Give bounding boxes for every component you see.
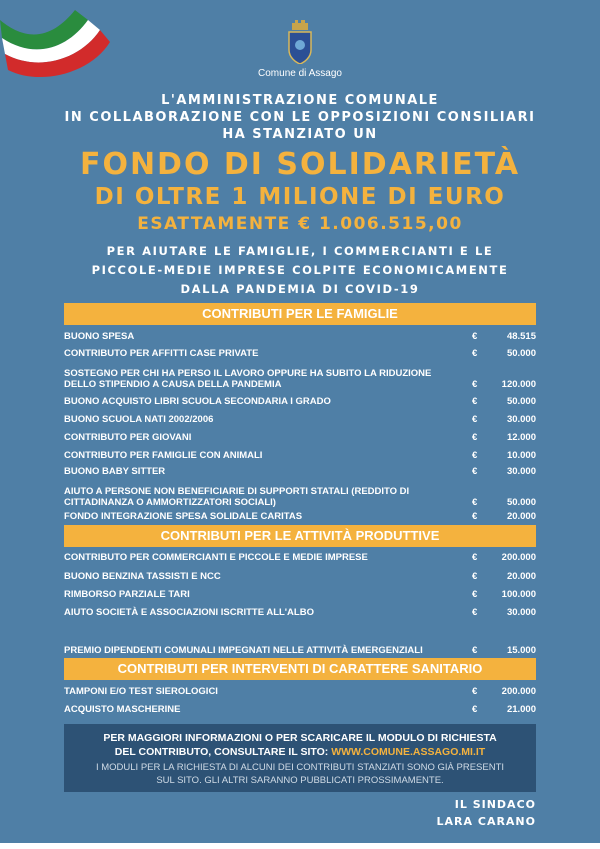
- intro-line: HA STANZIATO UN: [222, 127, 378, 142]
- list-item: [64, 565, 536, 584]
- item-label: BUONO BENZINA TASSISTI E NCC: [64, 571, 221, 582]
- euro-symbol: €: [472, 686, 478, 697]
- item-label: BUONO ACQUISTO LIBRI SCUOLA SECONDARIA I GRADO: [64, 396, 331, 407]
- item-label: FONDO INTEGRAZIONE SPESA SOLIDALE CARITAS: [64, 511, 303, 522]
- headline-amount: DI OLTRE 1 MILIONE DI EURO: [94, 184, 506, 210]
- item-label: CONTRIBUTO PER COMMERCIANTI E PICCOLE E MEDIE IMPRESE: [64, 552, 368, 563]
- list-item: [64, 584, 536, 602]
- item-label: ACQUISTO MASCHERINE: [64, 704, 181, 715]
- euro-symbol: €: [472, 450, 478, 461]
- website-link[interactable]: WWW.COMUNE.ASSAGO.MI.IT: [331, 746, 486, 758]
- item-amount: 21.000: [506, 704, 536, 715]
- item-label: BUONO SCUOLA NATI 2002/2006: [64, 414, 214, 425]
- euro-symbol: €: [472, 348, 478, 359]
- item-amount: 30.000: [506, 414, 536, 425]
- list-item: [64, 479, 536, 510]
- info-line-prefix: DEL CONTRIBUTO, CONSULTARE IL SITO:: [114, 746, 332, 758]
- municipal-crest-icon: [286, 20, 314, 64]
- businesses-list: [64, 552, 536, 658]
- euro-symbol: €: [472, 466, 478, 477]
- bottom-divider: [0, 843, 600, 849]
- item-amount: 15.000: [506, 645, 536, 656]
- signature-role: IL SINDACO: [454, 798, 536, 811]
- item-amount: 12.000: [506, 432, 536, 443]
- item-amount: 30.000: [506, 607, 536, 618]
- list-item: [64, 602, 536, 620]
- list-item: [64, 685, 536, 699]
- intro-line: IN COLLABORAZIONE CON LE OPPOSIZIONI CONSILIARI: [64, 110, 536, 125]
- headline-exact-amount: ESATTAMENTE € 1.006.515,00: [137, 214, 463, 234]
- headline-fund: FONDO DI SOLIDARIETÀ: [79, 147, 521, 182]
- list-item: [64, 392, 536, 409]
- euro-symbol: €: [472, 645, 478, 656]
- info-note: SUL SITO. GLI ALTRI SARANNO PUBBLICATI PROSSIMAMENTE.: [156, 775, 444, 786]
- item-label: AIUTO A PERSONE NON BENEFICIARIE DI SUPPORTI STATALI (REDDITO DI CITTADINANZA O AMMORTIZZATORI SOCIALI): [64, 486, 410, 508]
- info-box: [64, 724, 536, 792]
- list-item: [64, 699, 536, 717]
- item-amount: 48.515: [506, 331, 536, 342]
- euro-symbol: €: [472, 552, 478, 563]
- item-label: CONTRIBUTO PER GIOVANI: [64, 432, 192, 443]
- info-line: [64, 746, 536, 758]
- item-amount: 10.000: [506, 450, 536, 461]
- section-title-health: CONTRIBUTI PER INTERVENTI DI CARATTERE SANITARIO: [64, 658, 536, 680]
- list-item: [64, 510, 536, 524]
- item-amount: 30.000: [506, 466, 536, 477]
- euro-symbol: €: [472, 511, 478, 522]
- purpose-line: PER AIUTARE LE FAMIGLIE, I COMMERCIANTI E LE: [106, 244, 494, 258]
- item-amount: 50.000: [506, 497, 536, 508]
- info-line: PER MAGGIORI INFORMAZIONI O PER SCARICARE IL MODULO DI RICHIESTA: [103, 732, 497, 744]
- intro-line: L'AMMINISTRAZIONE COMUNALE: [161, 93, 439, 108]
- item-label: RIMBORSO PARZIALE TARI: [64, 589, 190, 600]
- list-item: [64, 463, 536, 479]
- item-amount: 20.000: [506, 511, 536, 522]
- municipality-name: Comune di Assago: [258, 68, 342, 79]
- list-item: [64, 445, 536, 463]
- euro-symbol: €: [472, 379, 478, 390]
- list-item: [64, 427, 536, 445]
- item-amount: 50.000: [506, 348, 536, 359]
- item-amount: 100.000: [501, 589, 536, 600]
- families-list: [64, 330, 536, 524]
- item-label: BUONO SPESA: [64, 331, 135, 342]
- section-title-families: CONTRIBUTI PER LE FAMIGLIE: [64, 303, 536, 325]
- euro-symbol: €: [472, 589, 478, 600]
- info-note: I MODULI PER LA RICHIESTA DI ALCUNI DEI CONTRIBUTI STANZIATI SONO GIÀ PRESENTI: [95, 762, 505, 773]
- item-amount: 120.000: [501, 379, 536, 390]
- euro-symbol: €: [472, 704, 478, 715]
- section-title-businesses: CONTRIBUTI PER LE ATTIVITÀ PRODUTTIVE: [64, 525, 536, 547]
- list-item: [64, 344, 536, 361]
- euro-symbol: €: [472, 396, 478, 407]
- euro-symbol: €: [472, 497, 478, 508]
- health-list: [64, 685, 536, 717]
- item-label: AIUTO SOCIETÀ E ASSOCIAZIONI ISCRITTE ALL'ALBO: [64, 607, 314, 618]
- purpose-line: PICCOLE-MEDIE IMPRESE COLPITE ECONOMICAMENTE: [91, 263, 509, 277]
- euro-symbol: €: [472, 607, 478, 618]
- euro-symbol: €: [472, 432, 478, 443]
- list-item: [64, 330, 536, 344]
- list-item: [64, 552, 536, 565]
- purpose-line: DALLA PANDEMIA DI COVID-19: [180, 282, 420, 296]
- item-amount: 20.000: [506, 571, 536, 582]
- item-amount: 200.000: [501, 552, 536, 563]
- list-item: [64, 620, 536, 658]
- item-label: CONTRIBUTO PER AFFITTI CASE PRIVATE: [64, 348, 259, 359]
- euro-symbol: €: [472, 414, 478, 425]
- item-label: TAMPONI E/O TEST SIEROLOGICI: [64, 686, 218, 697]
- item-label: CONTRIBUTO PER FAMIGLIE CON ANIMALI: [64, 450, 263, 461]
- item-amount: 50.000: [506, 396, 536, 407]
- euro-symbol: €: [472, 571, 478, 582]
- item-label: SOSTEGNO PER CHI HA PERSO IL LAVORO OPPURE HA SUBITO LA RIDUZIONE DELLO STIPENDIO A CAUSA DELLA PANDEMIA: [64, 368, 432, 390]
- list-item: [64, 409, 536, 427]
- item-amount: 200.000: [501, 686, 536, 697]
- item-label: BUONO BABY SITTER: [64, 466, 166, 477]
- signature-name: LARA CARANO: [436, 815, 536, 828]
- euro-symbol: €: [472, 331, 478, 342]
- item-label: PREMIO DIPENDENTI COMUNALI IMPEGNATI NELLE ATTIVITÀ EMERGENZIALI: [64, 645, 423, 656]
- list-item: [64, 361, 536, 392]
